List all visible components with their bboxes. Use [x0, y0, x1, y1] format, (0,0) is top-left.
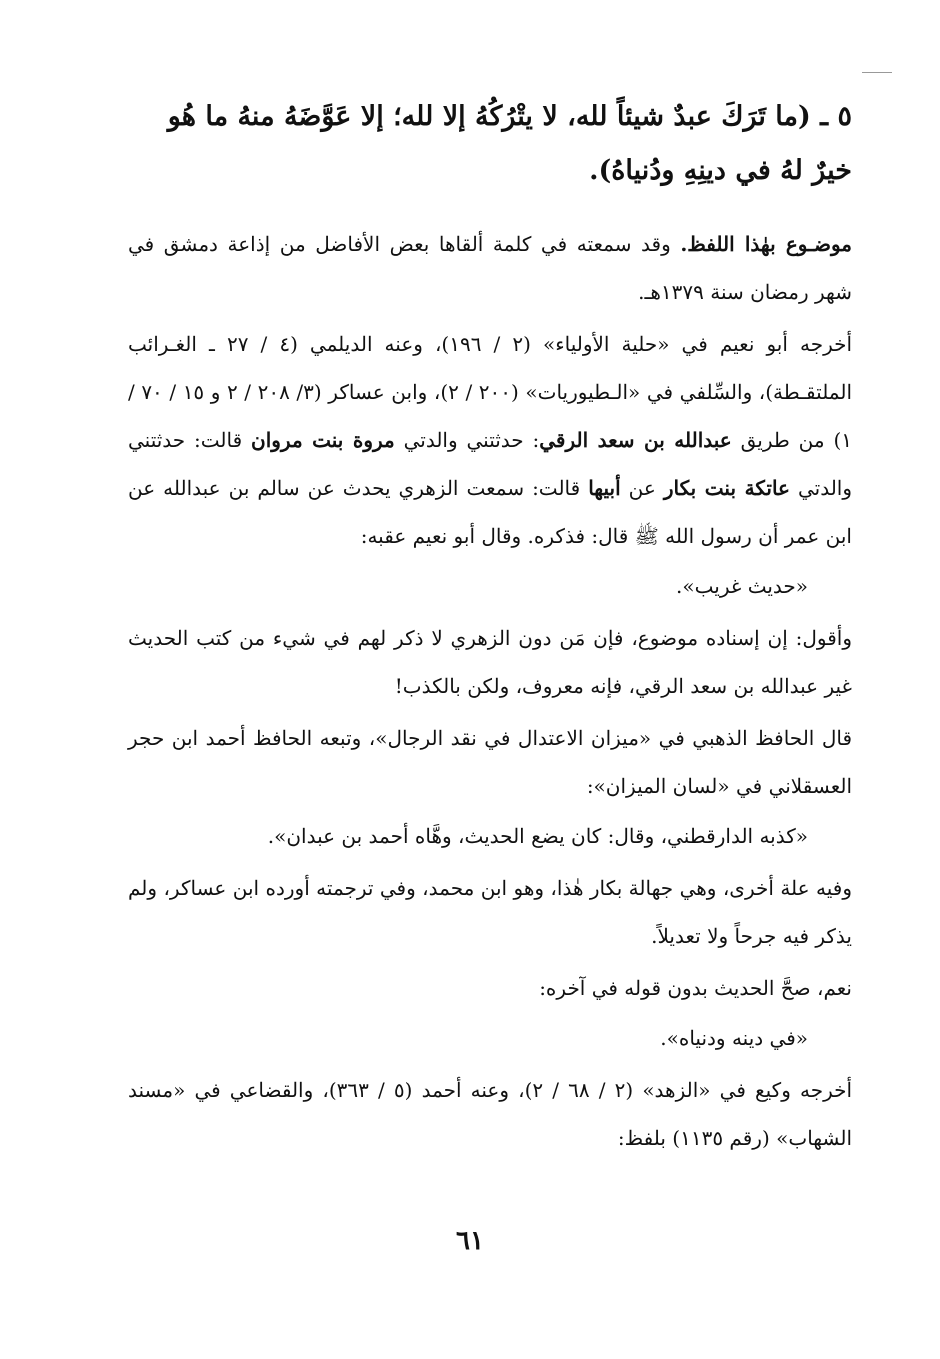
- narrator-name-4: أبيها: [588, 476, 621, 500]
- page-body: [128, 90, 852, 1166]
- dhahabi-paragraph: قال الحافظ الذهبي في «ميزان الاعتدال في نقد الرجال»، وتبعه الحافظ أحمد ابن حجر العسقلاني في «لسان الميزان»:: [128, 726, 852, 798]
- hadith-heading: [128, 90, 852, 198]
- takhrij-text-5: قالت: سمعت الزهري يحدث عن سالم بن عبدالله عن ابن عمر أن رسول الله ﷺ قال: فذكره. وقال أبو نعيم عقبه:: [128, 476, 852, 548]
- author-comment-paragraph: وأقول: إن إسناده موضوع، فإن مَن دون الزهري لا ذكر لهم في شيء من كتب الحديث غير عبدالله بن سعد الرقي، فإنه معروف، ولكن بالكذب!: [128, 626, 852, 698]
- verdict-text: وقد سمعته في كلمة ألقاها بعض الأفاضل من إذاعة دمشق في شهر رمضان سنة ١٣٧٩هـ.: [128, 232, 852, 304]
- page-number: ٦١: [456, 1226, 484, 1256]
- corner-rule: [862, 72, 892, 73]
- takhrij-text-1: أخرجه أبو نعيم في «حلية الأولياء» (٢ / ١٩٦)، وعنه الديلمي (٤ / ٢٧ ـ الغـرائب الملتقـطة)، والسِّلفي في «الـطيوريات» (٢٠٠ / ٢)، وابن عساكر (٣/ ٢٠٨ / ٢ و ١٥ / ٧٠ / ١) من طريق: [128, 332, 853, 452]
- verdict-paragraph: [128, 220, 852, 316]
- authentic-note-paragraph: نعم، صحَّ الحديث بدون قوله في آخره:: [539, 976, 852, 1000]
- narrator-name-2: مروة بنت مروان: [251, 428, 395, 452]
- hadith-heading-line-1: ٥ ـ (ما تَرَكَ عبدٌ شيئاً لله، لا يتْرُكُهُ إلا لله؛ إلا عَوَّضَهُ منهُ ما هُو: [167, 101, 852, 132]
- takhrij-paragraph: [128, 320, 852, 560]
- takhrij-text-3: قالت: حدثتني والدتي: [128, 428, 853, 500]
- hadith-heading-line-2: خيرٌ لهُ في دينِهِ ودُنياهُ).: [589, 155, 852, 186]
- narrator-name-3: عاتكة بنت بكار: [663, 476, 790, 500]
- waki-takhrij-paragraph: أخرجه وكيع في «الزهد» (٢ / ٦٨ / ٢)، وعنه أحمد (٥ / ٣٦٣)، والقضاعي في «مسند الشهاب» (رقم ١١٣٥) بلفظ:: [128, 1078, 853, 1150]
- daraqutni-quote: «كذبه الدارقطني، وقال: كان يضع الحديث، وهَّاه أحمد بن عبدان».: [267, 824, 808, 848]
- takhrij-text-2: : حدثتني والدتي: [394, 428, 540, 452]
- abu-nuaym-quote: «حديث غريب».: [676, 574, 808, 598]
- second-defect-paragraph: وفيه علة أخرى، وهي جهالة بكار هٰذا، وهو ابن محمد، وفي ترجمته أورده ابن عساكر، ولم يذكر فيه جرحاً ولا تعديلاً.: [128, 876, 852, 948]
- narrator-name-1: عبدالله بن سعد الرقي: [539, 428, 732, 452]
- deen-dunya-quote: «في دينه ودنياه».: [660, 1026, 808, 1050]
- takhrij-text-4: عن: [620, 476, 664, 500]
- verdict-label: موضـوع بهٰذا اللفظ.: [680, 232, 852, 256]
